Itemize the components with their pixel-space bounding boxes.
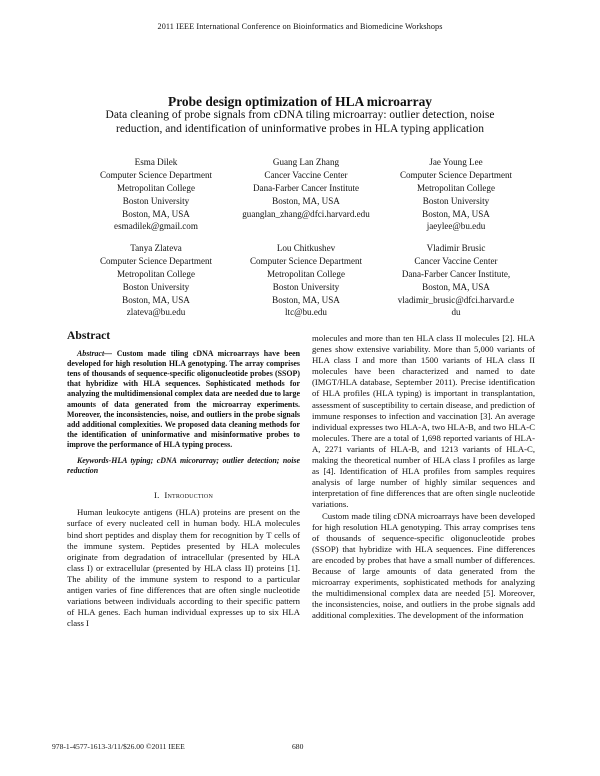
author-email: zlateva@bu.edu — [126, 307, 186, 318]
author-email: esmadilek@gmail.com — [114, 221, 198, 232]
author-affiliation-line: Boston University — [122, 281, 190, 292]
author-name: Tanya Zlateva — [130, 243, 182, 253]
footer-isbn: 978-1-4577-1613-3/11/$26.00 ©2011 IEEE — [52, 742, 185, 751]
author-name: Esma Dilek — [134, 157, 178, 167]
author-email: jaeylee@bu.edu — [426, 221, 486, 232]
author-affiliation-line: Metropolitan College — [416, 183, 496, 194]
section-title: Introduction — [164, 490, 213, 501]
section-heading — [67, 490, 300, 501]
left-column — [67, 330, 300, 629]
author-affiliation-line: Boston University — [272, 281, 340, 292]
abstract-heading: Abstract — [67, 329, 111, 342]
author-affiliation-line: Metropolitan College — [116, 183, 196, 194]
keywords: Keywords-HLA typing; cDNA micorarray; outlier detection; noise reduction — [67, 456, 300, 476]
author-affiliation-line: Cancer Vaccine Center — [414, 256, 498, 267]
author-affiliation-line: Boston, MA, USA — [272, 195, 340, 206]
intro-paragraph-1: Human leukocyte antigens (HLA) proteins are present on the surface of every nucleated cell in human body. HLA molecules bind short peptides and display them for recognition by T cells of the immune system. Peptides presented by HLA molecules originate from degradation of intracellular (presented by HLA class I) or extracellular (presented by HLA class II) proteins [1]. The ability of the immune system to respond to a particular antigen varies of fine differences that are often single nucleotide variations between individuals according to their specific pattern of HLA genes. Each human individual expresses up to six HLA class I — [67, 507, 300, 629]
author-block — [86, 242, 226, 319]
author-affiliation-line: Boston University — [122, 195, 190, 206]
right-column — [312, 333, 535, 621]
author-affiliation-line: Boston University — [422, 195, 490, 206]
author-email: guanglan_zhang@dfci.harvard.edu — [242, 208, 370, 219]
author-email: vladimir_brusic@dfci.harvard.e — [397, 294, 515, 305]
author-affiliation-line: Computer Science Department — [249, 256, 363, 267]
abstract-lead: Abstract— — [77, 349, 113, 359]
footer-page-number: 680 — [292, 742, 304, 751]
authors-row-1 — [86, 156, 526, 233]
author-affiliation-line: Boston, MA, USA — [422, 281, 490, 292]
author-affiliation-line: Computer Science Department — [399, 170, 513, 181]
author-block — [86, 156, 226, 233]
paper-subtitle: Data cleaning of probe signals from cDNA tiling microarray: outlier detection, noise reduction, and identification of uninformative probes in HLA typing application — [105, 109, 495, 135]
authors-row-2 — [86, 242, 526, 319]
intro-paragraph-continued: molecules and more than ten HLA class II molecules [2]. HLA genes show extensive variability. More than 5,000 variants of HLA class I and more than 1500 variants of HLA class II molecules have been characterized and named to date (IMGT/HLA database, September 2011). Precise identification of HLA profiles (HLA typing) is important in transplantation, assessment of susceptibility to certain disease, and prediction of immune responses to infection and vaccination [3]. An average individual expresses two HLA-A, two HLA-B, and two HLA-C molecules. There are a total of 1,698 reported variants of HLA-A, 2271 variants of HLA-B, and 1213 variants of HLA-C, making the theoretical number of HLA class I profiles as large as [4]. Identification of HLA profiles from samples requires analysis of large number of highly similar sequences and interpretation of fine differences that are often single nucleotide variations. — [312, 333, 535, 510]
author-affiliation-line: Computer Science Department — [99, 256, 213, 267]
author-affiliation-line: Dana-Farber Cancer Institute, — [401, 269, 511, 280]
author-name: Vladimir Brusic — [426, 243, 486, 253]
intro-paragraph-2: Custom made tiling cDNA microarrays have been developed for high resolution HLA genotyping. This array comprises tens of thousands of sequence-specific oligonucleotide probes (SSOP) that hybridize with HLA sequences. Fine differences are encoded by probes that have a small number of differences. Because of large amounts of data generated from the microarray experiments, sophisticated methods for analyzing the multidimensional complex data are needed [5]. Moreover, the inconsistencies, noise, and outliers in the probe signals add additional complexities. The development of the information — [312, 510, 535, 621]
author-block — [236, 242, 376, 319]
author-affiliation-line: Metropolitan College — [266, 269, 346, 280]
abstract-text: Custom made tiling cDNA microarrays have been developed for high resolution HLA genotyping. The array comprises tens of thousands of sequence-specific oligonucleotide probes (SSOP) that hybridize with HLA sequences. Sophisticated methods for analyzing the multidimensional complex data are needed due to large amounts of data generated from the microarray experiments. Moreover, the inconsistencies, noise, and outliers in the probe signals add additional complexities. We proposed data cleaning methods for the identification of uninformative and misinformative probes to improve the performance of HLA typing process. — [67, 349, 300, 449]
conference-header: 2011 IEEE International Conference on Bioinformatics and Biomedicine Workshops — [157, 22, 443, 31]
author-affiliation-line: Cancer Vaccine Center — [264, 170, 348, 181]
author-block — [386, 242, 526, 319]
author-affiliation-line: Boston, MA, USA — [122, 294, 190, 305]
author-name: Jae Young Lee — [429, 157, 483, 167]
author-affiliation-line: Boston, MA, USA — [272, 294, 340, 305]
section-number: I. — [153, 490, 160, 501]
author-affiliation-line: Metropolitan College — [116, 269, 196, 280]
author-block — [386, 156, 526, 233]
author-name: Guang Lan Zhang — [272, 157, 340, 167]
author-affiliation-line: Boston, MA, USA — [122, 208, 190, 219]
author-affiliation-line: Boston, MA, USA — [422, 208, 490, 219]
author-affiliation-line: Computer Science Department — [99, 170, 213, 181]
author-name: Lou Chitkushev — [276, 243, 336, 253]
author-email: ltc@bu.edu — [285, 307, 327, 318]
abstract-body — [67, 349, 300, 450]
author-email-continued: du — [451, 307, 461, 318]
paper-title: Probe design optimization of HLA microarray — [168, 94, 432, 109]
author-affiliation-line: Dana-Farber Cancer Institute — [252, 183, 360, 194]
author-block — [236, 156, 376, 233]
